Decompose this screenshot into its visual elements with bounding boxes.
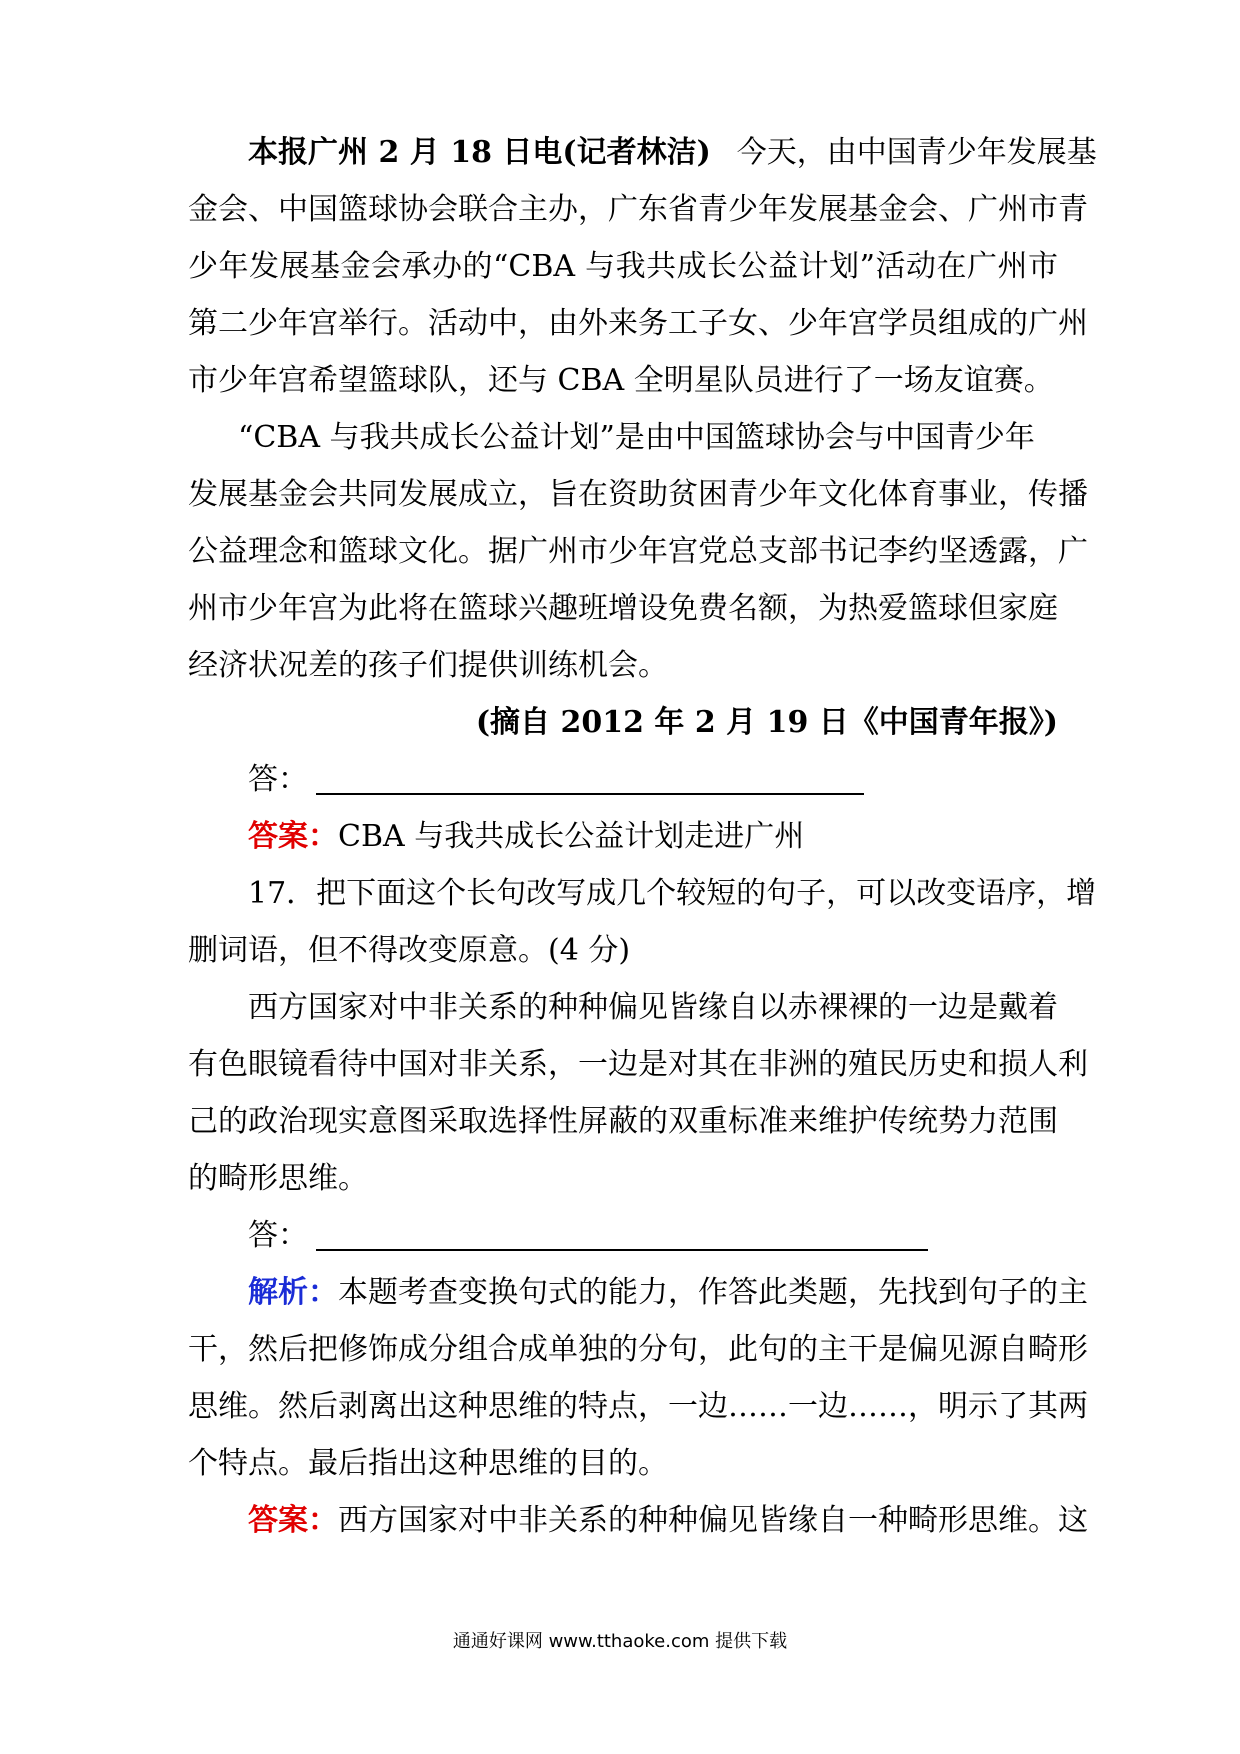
article-line: 发展基金会共同发展成立，旨在资助贫困青少年文化体育事业，传播 [188, 477, 1088, 512]
analysis-line: 思维。然后剥离出这种思维的特点，一边……一边……，明示了其两 [188, 1389, 1088, 1424]
long-sentence-line: 有色眼镜看待中国对非关系，一边是对其在非洲的殖民历史和损人利 [188, 1047, 1088, 1082]
answer-label: 答： [248, 1218, 308, 1253]
question-17-line: 删词语，但不得改变原意。(4 分) [188, 933, 631, 968]
long-sentence-line: 的畸形思维。 [188, 1161, 368, 1196]
analysis-line [188, 1264, 1088, 1321]
dateline: 本报广州 2 月 18 日电(记者林洁) [248, 135, 711, 170]
article-line: 公益理念和篮球文化。据广州市少年宫党总支部书记李约坚透露，广 [188, 534, 1088, 569]
analysis-line: 个特点。最后指出这种思维的目的。 [188, 1446, 668, 1481]
answer-key-text: 西方国家对中非关系的种种偏见皆缘自一种畸形思维。这 [338, 1503, 1088, 1538]
answer-blank[interactable] [316, 763, 864, 795]
answer-key-label: 答案： [248, 1503, 338, 1538]
article-text: 今天，由中国青少年发展基 [736, 135, 1097, 170]
article-line: 市少年宫希望篮球队，还与 CBA 全明星队员进行了一场友谊赛。 [188, 363, 1054, 398]
q17-answer-row [188, 1207, 1058, 1264]
long-sentence-line: 己的政治现实意图采取选择性屏蔽的双重标准来维护传统势力范围 [188, 1104, 1058, 1139]
article-line: “CBA 与我共成长公益计划”是由中国篮球协会与中国青少年 [238, 420, 1035, 455]
answer-label: 答： [248, 762, 308, 797]
q17-key-row [188, 1492, 1088, 1549]
answer-blank[interactable] [316, 1219, 928, 1251]
analysis-text: 本题考查变换句式的能力，作答此类题，先找到句子的主 [338, 1275, 1088, 1310]
article-line: 经济状况差的孩子们提供训练机会。 [188, 648, 668, 683]
page-footer: 通通好课网 www.tthaoke.com 提供下载 [452, 1631, 788, 1652]
analysis-line: 干，然后把修饰成分组合成单独的分句，此句的主干是偏见源自畸形 [188, 1332, 1088, 1367]
long-sentence-line: 西方国家对中非关系的种种偏见皆缘自以赤裸裸的一边是戴着 [248, 990, 1058, 1025]
article-line: 第二少年宫举行。活动中，由外来务工子女、少年宫学员组成的广州 [188, 306, 1088, 341]
article-line: 金会、中国篮球协会联合主办，广东省青少年发展基金会、广州市青 [188, 192, 1088, 227]
article-line: 少年发展基金会承办的“CBA 与我共成长公益计划”活动在广州市 [188, 249, 1058, 284]
answer-key-label: 答案： [248, 819, 338, 854]
q16-key-row [188, 808, 1058, 865]
q16-answer-row [188, 751, 1058, 808]
answer-key-text: CBA 与我共成长公益计划走进广州 [338, 819, 805, 854]
analysis-label: 解析： [248, 1275, 338, 1310]
content-block [188, 124, 1097, 1549]
question-17-line: 17．把下面这个长句改写成几个较短的句子，可以改变语序，增 [248, 876, 1097, 911]
article-source: (摘自 2012 年 2 月 19 日《中国青年报》) [475, 705, 1058, 740]
article-line [188, 124, 1097, 181]
article-line: 州市少年宫为此将在篮球兴趣班增设免费名额，为热爱篮球但家庭 [188, 591, 1058, 626]
